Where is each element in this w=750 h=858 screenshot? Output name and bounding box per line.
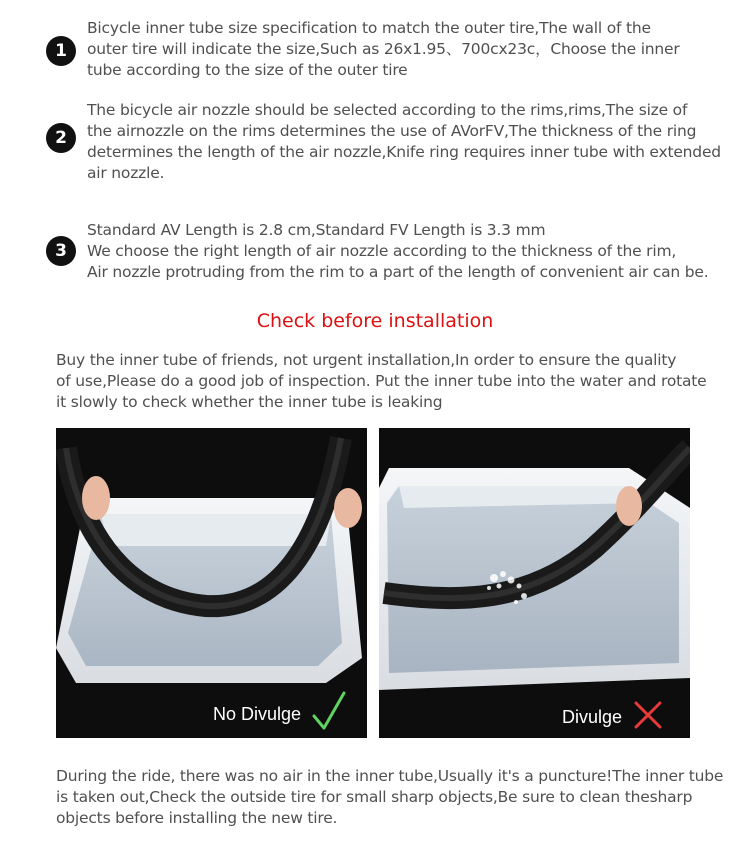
cross-icon	[632, 699, 664, 731]
step-description: The bicycle air nozzle should be selected according to the rims,rims,The size of the airnozzle on the rims determines the use of AVorFV,The thickness of the ring determines the length of the air nozzle,Knife ring requires inner tube with extended air nozzle.	[87, 101, 721, 182]
intro-paragraph: Buy the inner tube of friends, not urgent installation,In order to ensure the quality of use,Please do a good job of inspection. Put the inner tube into the water and rotate it slowly to check whether the inner tube is leaking	[56, 351, 707, 411]
step-description: Bicycle inner tube size specification to match the outer tire,The wall of the outer tire will indicate the size,Such as 26x1.95、700cx23c，Choose the inner tube according to the size of the outer tire	[87, 19, 680, 79]
step-number-badge: 3	[46, 236, 76, 266]
step-number-badge: 1	[46, 36, 76, 66]
step-number-badge: 2	[46, 123, 76, 153]
photo-no-leak	[56, 428, 367, 738]
photo-caption: No Divulge	[213, 704, 302, 724]
photo-leak	[379, 428, 690, 738]
section-heading: Check before installation	[256, 310, 494, 332]
step-description: Standard AV Length is 2.8 cm,Standard FV Length is 3.3 mm We choose the right length of air nozzle according to the thickness of the rim, Air nozzle protruding from the rim to a part of the length of convenient air can be.	[87, 221, 709, 281]
check-icon	[311, 690, 347, 734]
photo-caption: Divulge	[562, 707, 623, 727]
outro-paragraph: During the ride, there was no air in the inner tube,Usually it's a puncture!The inner tube is taken out,Check the outside tire for small sharp objects,Be sure to clean thesharp objects before installing the new tire.	[56, 767, 724, 827]
basin-illustration	[379, 428, 690, 738]
